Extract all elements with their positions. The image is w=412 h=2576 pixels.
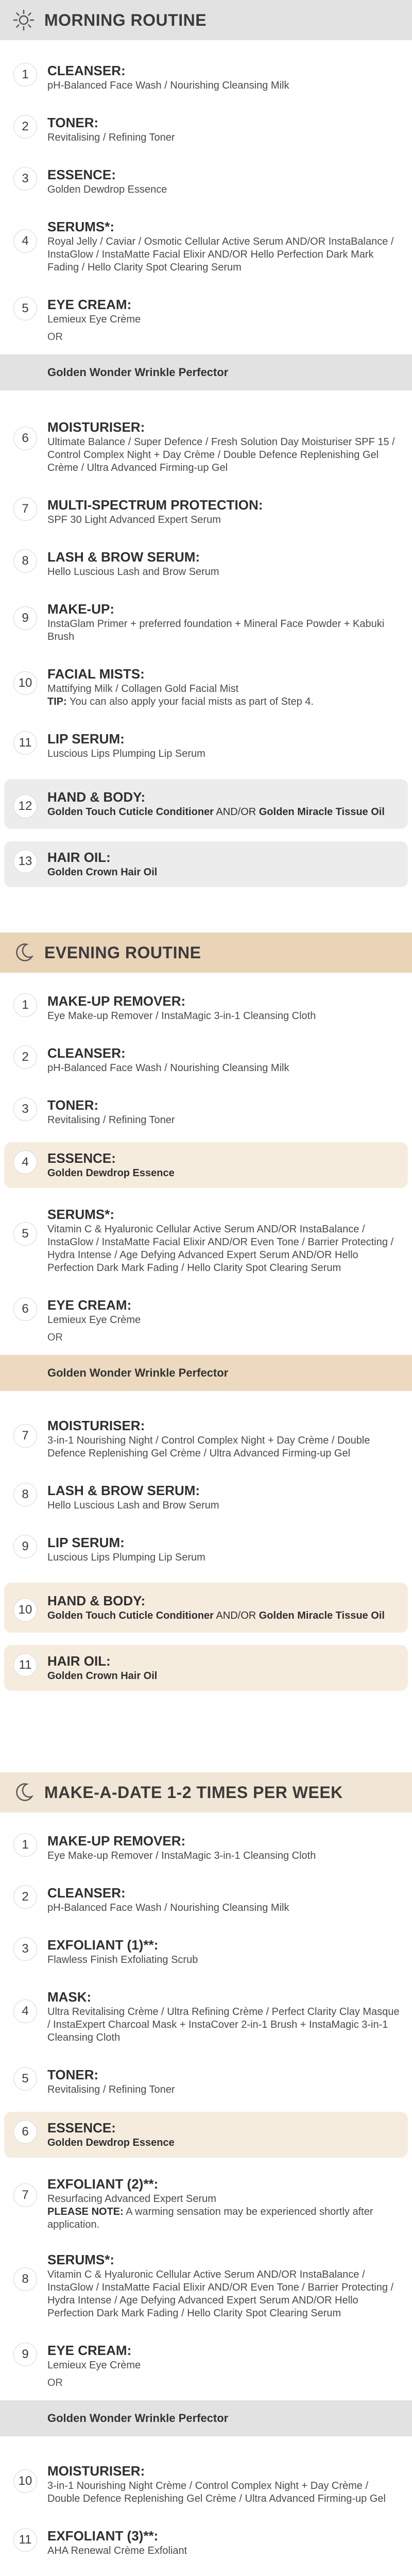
step-title: HAND & BODY: bbox=[47, 789, 146, 805]
evening-step-10 bbox=[4, 1583, 408, 1633]
step-number: 9 bbox=[13, 1535, 37, 1558]
step-title: LASH & BROW SERUM: bbox=[47, 1483, 200, 1498]
morning-step-12 bbox=[4, 779, 408, 829]
step-number: 2 bbox=[13, 115, 37, 139]
step-number: 10 bbox=[13, 1598, 37, 1622]
step-number: 10 bbox=[13, 2469, 37, 2493]
step-title: FACIAL MISTS: bbox=[47, 666, 145, 682]
morning-step-6 bbox=[0, 419, 412, 474]
step-desc: Hello Luscious Lash and Brow Serum bbox=[47, 566, 219, 578]
step-title: MASK: bbox=[47, 1989, 92, 2005]
step-title: EYE CREAM: bbox=[47, 1297, 132, 1313]
step-number: 1 bbox=[13, 63, 37, 87]
morning-step-1 bbox=[0, 63, 412, 92]
step-title: CLEANSER: bbox=[47, 63, 126, 78]
step-title: SERUMS*: bbox=[47, 2252, 115, 2267]
step-number: 6 bbox=[13, 2120, 37, 2144]
step-desc: InstaGlam Primer + preferred foundation + Mineral Face Powder + Kabuki Brush bbox=[47, 618, 385, 642]
step-desc: Golden Dewdrop Essence bbox=[47, 1167, 175, 1179]
weekly-step-1 bbox=[0, 1833, 412, 1862]
or-label: OR bbox=[47, 331, 63, 343]
step-desc: pH-Balanced Face Wash / Nourishing Cleansing Milk bbox=[47, 80, 289, 91]
morning-section bbox=[0, 0, 412, 887]
step-desc: Lemieux Eye Crème bbox=[47, 1314, 141, 1326]
step-title: MOISTURISER: bbox=[47, 1418, 145, 1433]
step-desc: Eye Make-up Remover / InstaMagic 3-in-1 Cleansing Cloth bbox=[47, 1850, 316, 1861]
product-name: Golden Miracle Tissue Oil bbox=[259, 806, 385, 818]
step-title: TONER: bbox=[47, 1097, 99, 1113]
step-title: HAND & BODY: bbox=[47, 1593, 146, 1608]
step-number: 11 bbox=[13, 731, 37, 755]
note-text: A warming sensation may be experienced shortly after application. bbox=[47, 2206, 373, 2230]
step-number: 3 bbox=[13, 1937, 37, 1961]
or-label: OR bbox=[47, 1332, 63, 1343]
step-number: 4 bbox=[13, 229, 37, 253]
step-number: 8 bbox=[13, 549, 37, 573]
step-title: EYE CREAM: bbox=[47, 297, 132, 312]
step-title: MAKE-UP: bbox=[47, 601, 114, 617]
morning-title: MORNING ROUTINE bbox=[44, 10, 207, 29]
weekly-step-3 bbox=[0, 1937, 412, 1967]
step-desc: Vitamin C & Hyaluronic Cellular Active Serum AND/OR InstaBalance / InstaGlow / InstaMatte Facial Elixir AND/OR Even Tone / Barrier Protecting / Hydra Intense / Age Defying Advanced Expert Serum AND/OR Hello Perfection Dark Mark Fading / Hello Clarity Spot Clearing Serum bbox=[47, 2269, 394, 2319]
weekly-perfector-bar: Golden Wonder Wrinkle Perfector bbox=[0, 2400, 412, 2436]
step-title: LIP SERUM: bbox=[47, 731, 125, 747]
step-number: 6 bbox=[13, 427, 37, 450]
weekly-step-8 bbox=[0, 2252, 412, 2320]
and-or: AND/OR bbox=[213, 806, 259, 818]
evening-step-1 bbox=[0, 993, 412, 1023]
step-desc: Hello Luscious Lash and Brow Serum bbox=[47, 1500, 219, 1511]
morning-step-10 bbox=[0, 666, 412, 708]
step-title: SERUMS*: bbox=[47, 219, 115, 234]
step-title: EXFOLIANT (1)**: bbox=[47, 1937, 159, 1953]
evening-step-5 bbox=[0, 1207, 412, 1275]
step-desc: AHA Renewal Crème Exfoliant bbox=[47, 2545, 187, 2556]
morning-step-8 bbox=[0, 549, 412, 579]
step-number: 10 bbox=[13, 671, 37, 695]
step-desc: Golden Crown Hair Oil bbox=[47, 867, 158, 878]
morning-step-7 bbox=[0, 497, 412, 527]
step-number: 9 bbox=[13, 2343, 37, 2366]
step-title: ESSENCE: bbox=[47, 167, 116, 182]
weekly-step-2 bbox=[0, 1885, 412, 1914]
step-title: LIP SERUM: bbox=[47, 1535, 125, 1550]
evening-header bbox=[0, 933, 412, 973]
step-title: ESSENCE: bbox=[47, 1150, 116, 1166]
step-title: EYE CREAM: bbox=[47, 2343, 132, 2358]
step-desc: Eye Make-up Remover / InstaMagic 3-in-1 Cleansing Cloth bbox=[47, 1010, 316, 1022]
step-number: 5 bbox=[13, 2067, 37, 2091]
morning-header bbox=[0, 0, 412, 40]
step-number: 3 bbox=[13, 1097, 37, 1121]
step-desc: 3-in-1 Nourishing Night Crème / Control Complex Night + Day Crème / Double Defence Replenishing Gel Crème / Ultra Advanced Firming-up Gel bbox=[47, 2480, 386, 2504]
weekly-title: MAKE-A-DATE 1-2 TIMES PER WEEK bbox=[44, 1783, 343, 1802]
evening-step-2 bbox=[0, 1045, 412, 1075]
weekly-step-10 bbox=[0, 2463, 412, 2505]
step-number: 8 bbox=[13, 2267, 37, 2291]
step-desc: pH-Balanced Face Wash / Nourishing Cleansing Milk bbox=[47, 1062, 289, 1074]
morning-step-11 bbox=[0, 731, 412, 760]
evening-section bbox=[0, 933, 412, 1691]
step-title: MOISTURISER: bbox=[47, 2463, 145, 2479]
step-title: TONER: bbox=[47, 2067, 99, 2082]
weekly-step-5 bbox=[0, 2067, 412, 2096]
tip-text: You can also apply your facial mists as part of Step 4. bbox=[66, 696, 314, 707]
sun-icon bbox=[11, 8, 36, 32]
evening-perfector-bar: Golden Wonder Wrinkle Perfector bbox=[0, 1355, 412, 1391]
step-desc: Lemieux Eye Crème bbox=[47, 2360, 141, 2371]
step-title: TONER: bbox=[47, 115, 99, 130]
step-desc: Revitalising / Refining Toner bbox=[47, 132, 175, 143]
step-number: 7 bbox=[13, 2183, 37, 2207]
step-desc: Vitamin C & Hyaluronic Cellular Active Serum AND/OR InstaBalance / InstaGlow / InstaMatte Facial Elixir AND/OR Even Tone / Barrier Protecting / Hydra Intense / Age Defying Advanced Expert Serum AND/OR Hello Perfection Dark Mark Fading / Hello Clarity Spot Clearing Serum bbox=[47, 1224, 394, 1274]
morning-step-2 bbox=[0, 115, 412, 144]
step-title: CLEANSER: bbox=[47, 1885, 126, 1901]
step-desc: Flawless Finish Exfoliating Scrub bbox=[47, 1954, 198, 1965]
step-number: 5 bbox=[13, 297, 37, 320]
morning-step-4 bbox=[0, 219, 412, 274]
evening-step-11 bbox=[4, 1645, 408, 1691]
morning-step-5 bbox=[0, 297, 412, 343]
step-number: 12 bbox=[13, 794, 37, 818]
step-desc: 3-in-1 Nourishing Night / Control Complex Night + Day Crème / Double Defence Replenishing Gel Crème / Ultra Advanced Firming-up Gel bbox=[47, 1435, 370, 1459]
step-number: 3 bbox=[13, 167, 37, 191]
moon-icon bbox=[11, 1780, 36, 1805]
morning-perfector-bar: Golden Wonder Wrinkle Perfector bbox=[0, 354, 412, 391]
weekly-section bbox=[0, 1772, 412, 2576]
weekly-step-6 bbox=[4, 2112, 408, 2158]
step-desc: Luscious Lips Plumping Lip Serum bbox=[47, 1552, 205, 1563]
evening-step-8 bbox=[0, 1483, 412, 1512]
step-desc: Ultimate Balance / Super Defence / Fresh Solution Day Moisturiser SPF 15 / Control Complex Night + Day Crème / Double Defence Replenishing Gel Crème / Ultra Advanced Firming-up Gel bbox=[47, 436, 395, 473]
weekly-step-4 bbox=[0, 1989, 412, 2044]
step-title: HAIR OIL: bbox=[47, 1653, 111, 1669]
step-number: 7 bbox=[13, 1424, 37, 1448]
step-title: EXFOLIANT (2)**: bbox=[47, 2176, 159, 2192]
step-desc: pH-Balanced Face Wash / Nourishing Cleansing Milk bbox=[47, 1902, 289, 1913]
step-desc: Revitalising / Refining Toner bbox=[47, 1114, 175, 1126]
product-name: Golden Touch Cuticle Conditioner bbox=[47, 1610, 214, 1621]
step-number: 6 bbox=[13, 1297, 37, 1321]
step-desc: Golden Dewdrop Essence bbox=[47, 184, 167, 195]
evening-step-9 bbox=[0, 1535, 412, 1564]
step-number: 2 bbox=[13, 1045, 37, 1069]
product-name: Golden Miracle Tissue Oil bbox=[259, 1610, 385, 1621]
step-title: ESSENCE: bbox=[47, 2120, 116, 2136]
step-title: MAKE-UP REMOVER: bbox=[47, 1833, 186, 1849]
step-title: MOISTURISER: bbox=[47, 419, 145, 435]
evening-step-4 bbox=[4, 1142, 408, 1188]
and-or: AND/OR bbox=[213, 1610, 259, 1621]
step-desc: Golden Crown Hair Oil bbox=[47, 1670, 158, 1682]
step-desc: Revitalising / Refining Toner bbox=[47, 2084, 175, 2095]
step-number: 1 bbox=[13, 993, 37, 1017]
step-number: 8 bbox=[13, 1483, 37, 1506]
weekly-step-11 bbox=[0, 2528, 412, 2557]
morning-step-3 bbox=[0, 167, 412, 196]
morning-step-9 bbox=[0, 601, 412, 643]
step-desc: Lemieux Eye Crème bbox=[47, 314, 141, 325]
step-number: 2 bbox=[13, 1885, 37, 1909]
weekly-step-7 bbox=[0, 2176, 412, 2231]
step-title: HAIR OIL: bbox=[47, 850, 111, 865]
step-title: EXFOLIANT (3)**: bbox=[47, 2528, 159, 2544]
step-number: 7 bbox=[13, 497, 37, 521]
step-number: 4 bbox=[13, 1999, 37, 2023]
evening-step-3 bbox=[0, 1097, 412, 1127]
evening-title: EVENING ROUTINE bbox=[44, 943, 201, 962]
step-number: 1 bbox=[13, 1833, 37, 1857]
step-title: LASH & BROW SERUM: bbox=[47, 549, 200, 565]
step-title: MULTI-SPECTRUM PROTECTION: bbox=[47, 497, 263, 513]
step-title: SERUMS*: bbox=[47, 1207, 115, 1222]
tip-label: TIP: bbox=[47, 696, 67, 707]
step-desc: Golden Dewdrop Essence bbox=[47, 2137, 175, 2148]
step-number: 4 bbox=[13, 1150, 37, 1174]
step-desc: SPF 30 Light Advanced Expert Serum bbox=[47, 514, 221, 526]
step-desc: Mattifying Milk / Collagen Gold Facial Mist bbox=[47, 683, 239, 694]
morning-step-13 bbox=[4, 841, 408, 887]
evening-step-7 bbox=[0, 1418, 412, 1460]
step-number: 11 bbox=[13, 1653, 37, 1677]
weekly-step-9 bbox=[0, 2343, 412, 2389]
step-number: 11 bbox=[13, 2528, 37, 2552]
evening-step-6 bbox=[0, 1297, 412, 1344]
product-name: Golden Touch Cuticle Conditioner bbox=[47, 806, 214, 818]
step-number: 9 bbox=[13, 606, 37, 630]
moon-icon bbox=[11, 940, 36, 965]
step-title: MAKE-UP REMOVER: bbox=[47, 993, 186, 1009]
step-desc: Royal Jelly / Caviar / Osmotic Cellular Active Serum AND/OR InstaBalance / InstaGlow / InstaMatte Facial Elixir AND/OR Hello Perfection Dark Mark Fading / Hello Clarity Spot Clearing Serum bbox=[47, 236, 394, 273]
step-number: 5 bbox=[13, 1222, 37, 1246]
note-label: PLEASE NOTE: bbox=[47, 2206, 124, 2217]
step-number: 13 bbox=[13, 850, 37, 873]
step-desc: Luscious Lips Plumping Lip Serum bbox=[47, 748, 205, 759]
or-label: OR bbox=[47, 2377, 63, 2388]
step-desc: Ultra Revitalising Crème / Ultra Refining Crème / Perfect Clarity Clay Masque / InstaExpert Charcoal Mask + InstaCover 2-in-1 Brush + InstaMagic 3-in-1 Cleansing Cloth bbox=[47, 2006, 400, 2043]
step-desc: Resurfacing Advanced Expert Serum bbox=[47, 2193, 216, 2205]
weekly-header bbox=[0, 1772, 412, 1812]
step-title: CLEANSER: bbox=[47, 1045, 126, 1061]
